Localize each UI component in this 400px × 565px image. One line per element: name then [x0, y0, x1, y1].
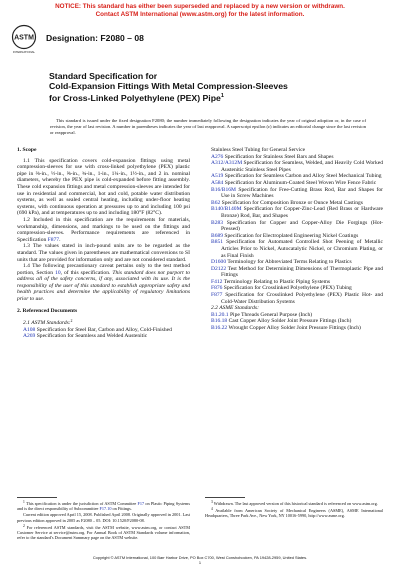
reference-item [23, 333, 190, 340]
reference-title: Cast Copper Alloy Solder Joint Pressure Fittings (Inch) [227, 318, 352, 325]
reference-code-link[interactable]: B1.20.1 [211, 311, 229, 318]
footnote-1: $^1$ This specification is under the jurisdiction of ASTM Committee F17 on Plastic Piping Systems and is the direct responsibility of Subcommittee F17.10 on Fittings. [17, 500, 190, 512]
reference-item [211, 259, 383, 266]
reference-continuation: Stainless Steel Tubing for General Service [211, 147, 306, 153]
link-f17[interactable]: F17 [137, 501, 145, 506]
title-footnote-mark: 1 [220, 93, 224, 100]
reference-title: Specification for Electroplated Engineering Nickel Coatings [223, 232, 359, 239]
title-line-2: Cold-Expansion Fittings With Metal Compression-Sleeves [49, 81, 288, 92]
reference-code-link[interactable]: F877 [211, 292, 223, 299]
reference-item [211, 206, 383, 219]
document-title [49, 71, 369, 104]
reference-code-link[interactable]: B283 [211, 219, 224, 226]
link-f877[interactable]: F877 [47, 236, 60, 243]
asme-reference-list [205, 312, 383, 332]
reference-code-link[interactable]: B16/B16M [211, 186, 236, 193]
left-column [17, 147, 190, 340]
reference-item [211, 239, 383, 259]
link-section-10[interactable]: 10 [55, 269, 61, 276]
reference-title: Specification for Crosslinked Polyethylene (PEX) Plastic Hot- and Cold-Water Distribution Systems [221, 292, 383, 305]
reference-title: Specification for Seamless and Welded Austenitic [35, 333, 148, 340]
reference-title: Specification for Seamless Carbon and Alloy Steel Mechanical Tubing [223, 173, 382, 180]
footnotes-left [17, 497, 190, 541]
withdrawal-notice [0, 3, 400, 18]
reference-item [211, 220, 383, 233]
referenced-heading: 2. Referenced Documents [17, 307, 78, 314]
footnote-2: $^2$ For referenced ASTM standards, visit the ASTM website, www.astm.org, or contact ASTM Customer Service at service@astm.org. For Annual Book of ASTM Standards volume information, refer to the standard's Document Summary page on the ASTM website. [17, 523, 190, 541]
reference-title: Specification for Aluminum-Coated Steel Woven Wire Fence Fabric [223, 179, 377, 186]
reference-title: Wrought Copper Alloy Solder Joint Pressure Fittings (Inch) [227, 325, 361, 332]
reference-code-link[interactable]: A519 [211, 173, 224, 180]
reference-item [211, 160, 383, 173]
reference-code-link[interactable]: A108 [23, 326, 36, 333]
designation: Designation: F2080 – 08 [46, 33, 144, 43]
reference-title: Terminology for Abbreviated Terms Relating to Plastics [226, 259, 352, 266]
asme-standards-subheading: 2.2 ASME Standards: [211, 305, 259, 312]
reference-code-link[interactable]: A269 [23, 333, 36, 340]
title-line-3: for Cross-Linked Polyethylene (PEX) Pipe [49, 93, 221, 104]
reference-title: Specification for Free-Cutting Brass Rod, Bar and Shapes for Use in Screw Machines [221, 186, 383, 200]
title-line-1: Standard Specification for [49, 71, 158, 81]
footnote-1-edition: Current edition approved April 15, 2008. Published April 2008. Originally approved in 2001. Last previous edition approved in 2005 as F2080 – 05. DOI: 10.1520/F2080-08. [17, 512, 190, 523]
reference-code-link[interactable]: F412 [211, 278, 223, 285]
reference-code-link[interactable]: A584 [211, 179, 224, 186]
reference-code-link[interactable]: D1600 [211, 259, 227, 266]
reference-code-link[interactable]: B140/B140M [211, 206, 242, 213]
page-number: 1 [198, 560, 202, 565]
reference-item [211, 187, 383, 200]
link-f17-10[interactable]: F17.10 [99, 506, 112, 512]
reference-title: Test Method for Determining Dimensions of Thermoplastic Pipe and Fittings [221, 265, 383, 279]
reference-code-link[interactable]: B689 [211, 232, 224, 239]
reference-title: Terminology Relating to Plastic Piping Systems [222, 278, 331, 285]
notice-line-2: Contact ASTM International (www.astm.org) for the latest information. [95, 10, 305, 18]
reference-title: Specification for Copper and Copper-Alloy Die Forgings (Hot-Pressed) [221, 219, 383, 233]
reference-code-link[interactable]: B851 [211, 239, 224, 246]
reference-title: Pipe Threads General Purpose (Inch) [228, 311, 313, 318]
logo-subtext: INTERNATIONAL [12, 50, 36, 54]
reference-title: Specification for Crosslinked Polyethylene (PEX) Tubing [222, 285, 352, 292]
issued-note: This standard is issued under the fixed designation F2080; the number immediately following the designation indicates the year of original adoption or, in the case of revision, the year of last revision. A number in parentheses indicates the year of last reapproval. A superscript epsilon (ε) indicates an editorial change since the last revision or reapproval. [50, 118, 366, 136]
safety-caveat: This standard does not purport to address all of the safety concerns, if any, associated with its use. It is the responsibility of the user of this standard to establish appropriate safety and health practices and determine the applicability of regulatory limitations prior to use. [17, 269, 190, 303]
reference-code-link[interactable]: B16.18 [211, 318, 228, 325]
footnote-4: $^4$ Available from American Society of Mechanical Engineers (ASME), ASME International Headquarters, Three Park Ave., New York, NY 10016-5990, http://www.asme.org. [205, 507, 383, 519]
footnote-3: $^3$ Withdrawn. The last approved version of this historical standard is referenced on www.astm.org. [211, 500, 378, 506]
astm-logo [11, 24, 37, 54]
para-1-2: 1.2 Included in this specification are the requirements for materials, workmanship, dimensions, and markings to be used on the fittings and compression-sleeves. Performance requirements are referenced in Specification F877. [17, 216, 190, 243]
reference-title: Specification for Stainless Steel Bars and Shapes [223, 153, 334, 160]
para-1-3: 1.3 The values stated in inch-pound units are to be regarded as the standard. The values given in parentheses are mathematical conversions to SI units that are provided for information only and are not considered standard. [17, 243, 190, 263]
right-reference-list [205, 154, 383, 306]
reference-title: Specification for Automated Controlled Shot Peening of Metallic Articles Prior to Nickel, Autocatalytic Nickel, or Chromium Plating, or as Final Finish [221, 239, 383, 259]
right-column [205, 147, 383, 332]
para-1-1: 1.1 This specification covers cold-expansion fittings using metal compression-sleeves for use with cross-linked polyethylene (PEX) plastic pipe in ⅜-in., ½-in., ⅝-in., ¾-in., 1-in., 1¼-in., 1½-in., and 2 in. nominal diameters, whereby the PEX pipe is cold-expanded before fitting assembly. These cold expansion fittings and metal compression-sleeves are intended for use in residential and commercial, hot and cold, potable water distribution systems, as well as sealed central heating, including under-floor heating systems, with continuous operation at pressures up to and including 100 psi (690 kPa), and at temperatures up to and including 180°F (82°C). [17, 157, 190, 217]
copyright-footer: Copyright © ASTM International, 100 Barr Harbor Drive, PO Box C700, West Conshohocken, PA 19428-2959, United States. 1 [0, 555, 400, 565]
para-1-4: 1.4 The following precautionary caveat pertains only to the test method portion, Section 10, of this specification. This standard does not purport to address all of the safety concerns, if any, associated with its use. It is the responsibility of the user of this standard to establish appropriate safety and health practices and determine the applicability of regulatory limitations prior to use. [17, 263, 190, 303]
reference-code-link[interactable]: B62 [211, 199, 221, 206]
notice-line-1: NOTICE: This standard has either been superseded and replaced by a new version or withdrawn. [55, 3, 345, 10]
logo-text: ASTM [14, 34, 34, 42]
reference-code-link[interactable]: F876 [211, 285, 223, 292]
reference-title: Specification for Copper-Zinc-Lead (Red Brass or Hardware Bronze) Rod, Bar, and Shapes [221, 206, 383, 219]
left-reference-list [17, 327, 190, 340]
footnotes-right [205, 497, 383, 520]
reference-code-link[interactable]: D2122 [211, 265, 227, 272]
scope-heading: 1. Scope [17, 147, 37, 153]
reference-item [211, 325, 383, 332]
reference-title: Specification for Steel Bar, Carbon and Alloy, Cold-Finished [35, 326, 172, 333]
reference-code-link[interactable]: A312/A312M [211, 160, 243, 167]
reference-title: Specification for Composition Bronze or Ounce Metal Castings [220, 199, 363, 206]
reference-item [211, 266, 383, 279]
reference-item [211, 292, 383, 305]
reference-code-link[interactable]: B16.22 [211, 325, 228, 332]
reference-title: Specification for Seamless, Welded, and Heavily Cold Worked Austenitic Stainless Steel Pipes [221, 160, 383, 173]
reference-code-link[interactable]: A276 [211, 153, 224, 160]
reference-item [211, 173, 383, 180]
astm-standards-subheading: 2.1 ASTM Standards:$^2$ [23, 319, 73, 327]
reference-item [211, 180, 383, 187]
